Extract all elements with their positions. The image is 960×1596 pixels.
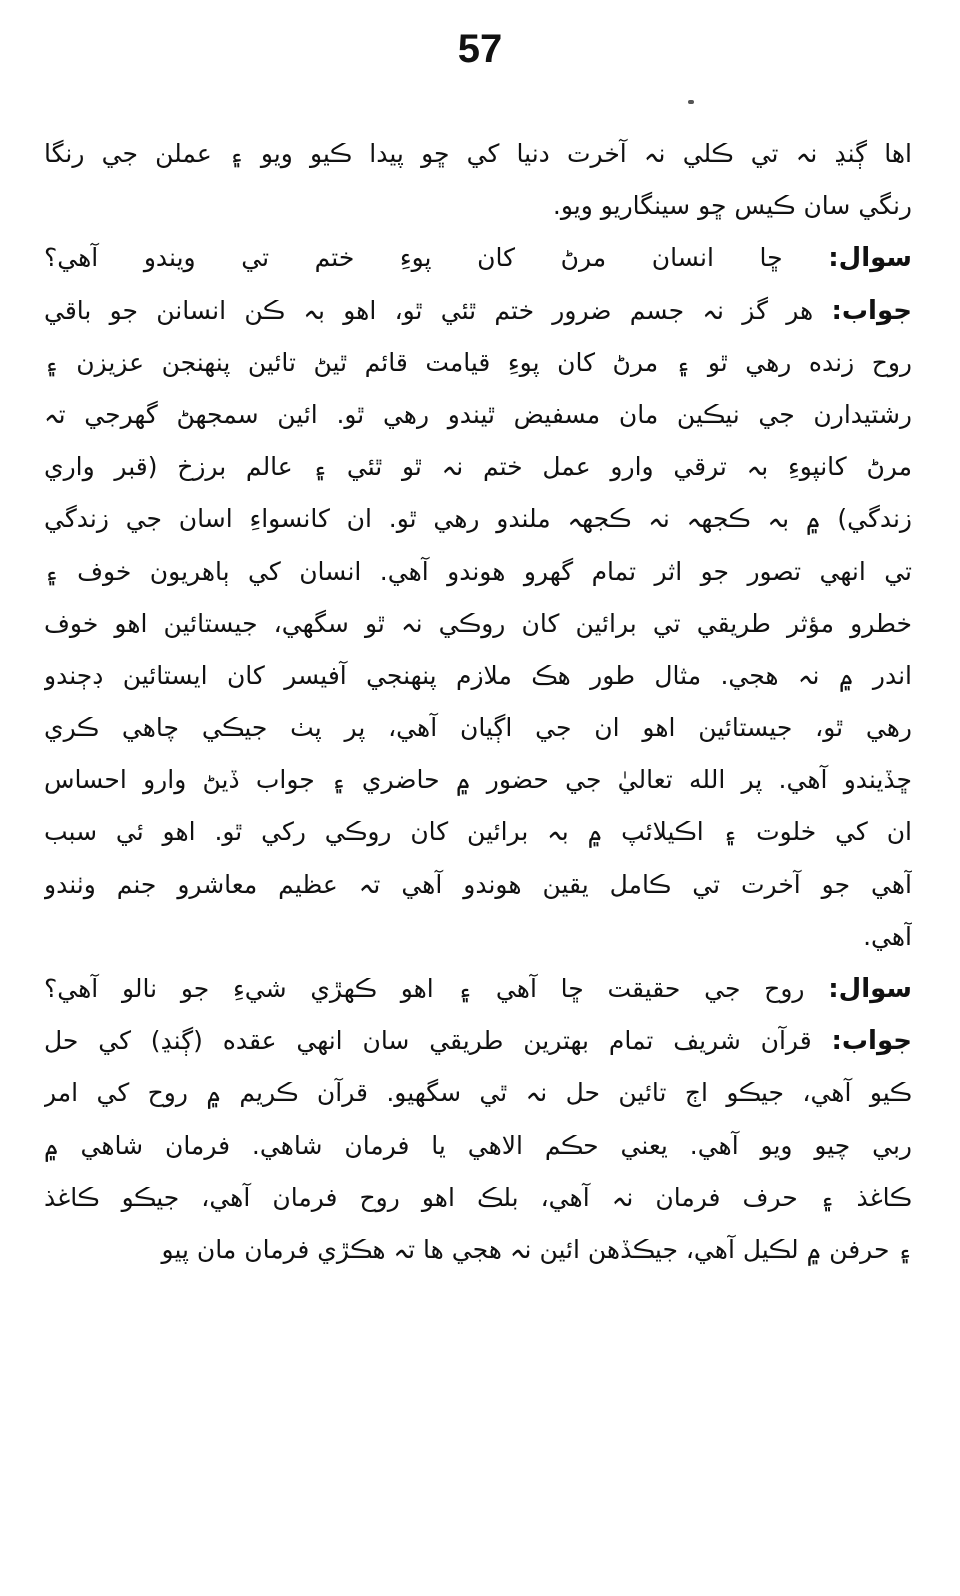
paragraph-q2 [44, 963, 912, 1015]
line-text: خطرو مؤثر طريقي تي برائين کان روڪي نہ ٿو سگهي، جيستائين اهو خوف [44, 608, 912, 638]
line-label: جواب: [831, 1026, 912, 1057]
paragraph-a1 [44, 285, 912, 963]
line-text: رشتيدارن جي نيڪين مان مسفيض ٿيندو رهي ٿو. ائين سمجهڻ گهرجي تہ [44, 399, 912, 429]
line-text: رهي ٿو، جيستائين اهو ان جي اڳيان آهي، پر پٺ جيڪي چاهي ڪري [44, 713, 912, 743]
text-line [44, 285, 912, 337]
text-line [44, 754, 912, 806]
line-label: سوال: [828, 243, 912, 274]
line-text: اها ڳنڍ نہ تي ڪلي نہ آخرت دنيا کي ڇو پيدا ڪيو ويو ۽ عملن جي رنگا [44, 139, 912, 168]
line-label: جواب: [831, 295, 912, 326]
text-line [44, 859, 912, 911]
text-line [44, 1120, 912, 1172]
text-line [44, 1015, 912, 1067]
line-text: ۽ حرفن ۾ لڪيل آهي، جيڪڏهن ائين نہ هجي ها تہ هڪڙي فرمان مان پيو [161, 1234, 912, 1264]
line-text: آهي. [863, 921, 912, 951]
line-text: روح زنده رهي ٿو ۽ مرڻ کان پوءِ قيامت قائم ٿيڻ تائين پنهنجن عزيزن ۽ [44, 347, 912, 377]
text-line [44, 963, 912, 1015]
line-text: هر گز نہ جسم ضرور ختم ٿئي ٿو، اهو بہ ڪن انسانن جو باقي [44, 295, 814, 325]
paragraph-a2 [44, 1015, 912, 1276]
text-line [44, 389, 912, 441]
text-line [44, 337, 912, 389]
line-text: رنگي سان ڪيس ڇو سينگاريو ويو. [552, 191, 912, 221]
line-text: تي انهي تصور جو اثر تمام گهرو هوندو آهي. انسان کي ٻاهريون خوف ۽ [44, 556, 912, 586]
line-text: زندگي) ۾ بہ ڪجهہ نہ ڪجهہ ملندو رهي ٿو. ان کانسواءِ اسان جي زندگي [44, 504, 912, 534]
text-line [44, 806, 912, 858]
text-body [44, 128, 912, 1276]
text-line [44, 128, 912, 180]
paragraph-q1 [44, 232, 912, 284]
line-text: ڪاغذ ۽ حرف فرمان نہ آهي، بلڪ اهو روح فرمان آهي، جيڪو ڪاغذ [44, 1182, 912, 1212]
page-number: 57 [457, 27, 503, 71]
line-text: ڇڏيندو آهي. پر الله تعاليٰ جي حضور ۾ حاضري ۽ جواب ڏيڻ وارو احساس [44, 765, 912, 795]
line-text: روح جي حقيقت ڇا آهي ۽ اهو ڪهڙي شيءِ جو نالو آهي؟ [44, 974, 805, 1003]
text-line [44, 232, 912, 284]
text-line [44, 441, 912, 493]
text-line [44, 1172, 912, 1224]
ink-speck [688, 100, 694, 104]
text-line [44, 650, 912, 702]
line-text: اندر ۾ نہ هجي. مثال طور هڪ ملازم پنهنجي آفيسر کان ايستائين ڊڄندو [44, 660, 912, 690]
text-line [44, 180, 912, 232]
text-line [44, 702, 912, 754]
line-text: آهي جو آخرت تي ڪامل يقين هوندو آهي تہ عظيم معاشرو جنم وٺندو [44, 869, 912, 899]
line-text: ڇا انسان مرڻ کان پوءِ ختم تي ويندو آهي؟ [44, 243, 783, 273]
line-text: مرڻ کانپوءِ بہ ترقي وارو عمل ختم نہ ٿو ٿئي ۽ عالم برزخ (قبر واري [44, 452, 912, 482]
line-text: قرآن شريف تمام بهترين طريقي سان انهي عقده (ڳنڍ) کي حل [44, 1026, 812, 1056]
text-line [44, 1224, 912, 1276]
line-label: سوال: [828, 974, 912, 1004]
text-line [44, 1067, 912, 1119]
line-text: ڪيو آهي، جيڪو اڄ تائين حل نہ ٿي سگهيو. قرآن ڪريم ۾ روح کي امر [44, 1078, 912, 1108]
paragraph-p1 [44, 128, 912, 232]
line-text: ربي چيو ويو آهي. يعني حڪم الاهي يا فرمان شاهي. فرمان شاهي ۾ [44, 1130, 912, 1160]
text-line [44, 546, 912, 598]
line-text: ان کي خلوت ۽ اڪيلائپ ۾ بہ برائين کان روڪي رکي ٿو. اهو ئي سبب [44, 817, 912, 847]
text-line [44, 598, 912, 650]
text-line [44, 911, 912, 963]
text-line [44, 493, 912, 545]
